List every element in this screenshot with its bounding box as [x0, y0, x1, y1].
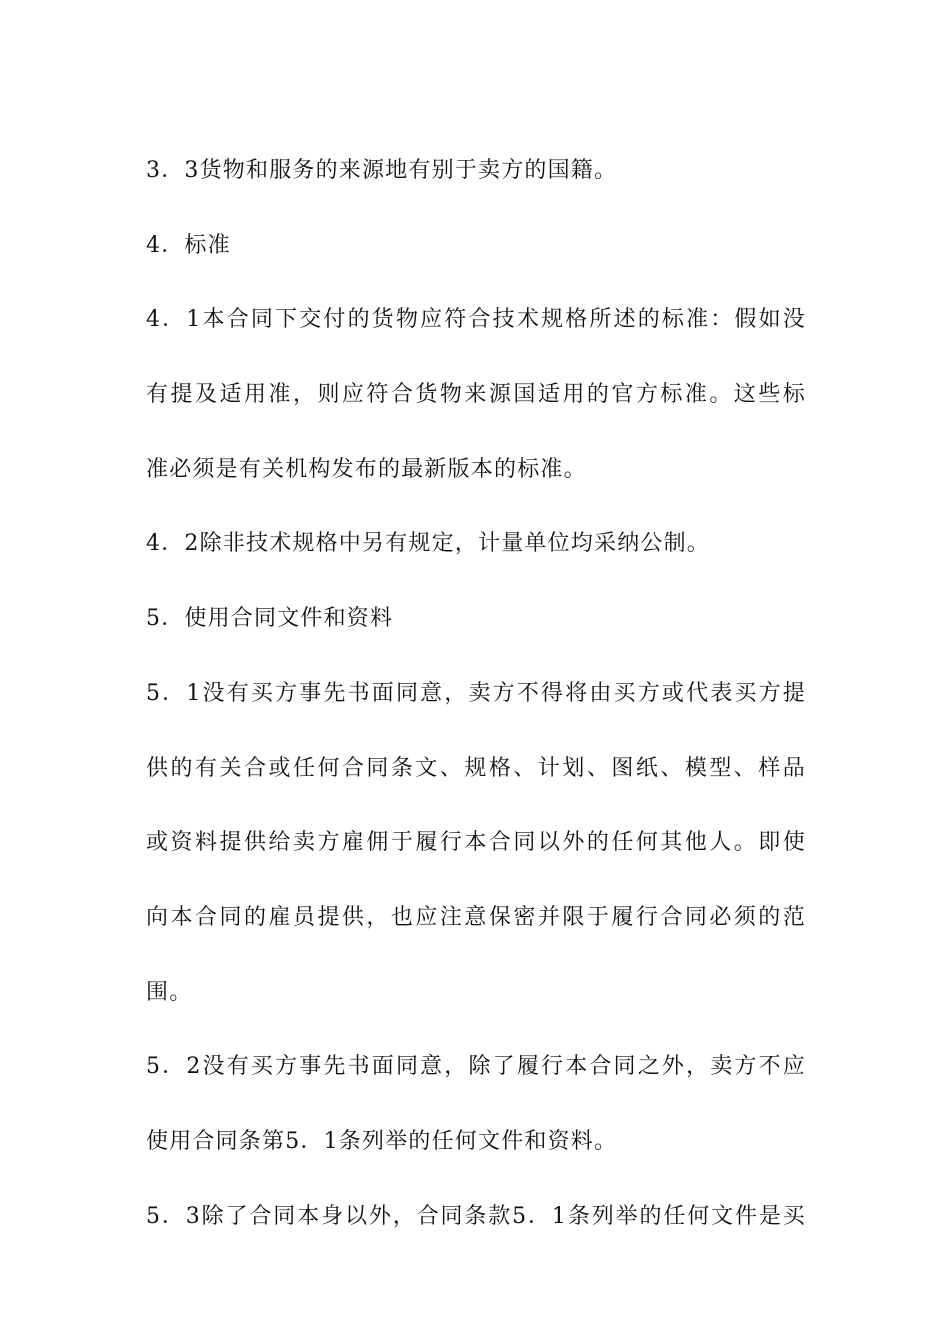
text-line: 5．3除了合同本身以外，合同条款5．1条列举的任何文件是买 [146, 1203, 806, 1229]
text-line: 4．2除非技术规格中另有规定，计量单位均采纳公制。 [146, 531, 710, 557]
text-line: 5．1没有买方事先书面同意，卖方不得将由买方或代表买方提 [146, 680, 806, 706]
text-line: 4．1本合同下交付的货物应符合技术规格所述的标准：假如没 [146, 307, 806, 333]
text-line: 准必须是有关机构发布的最新版本的标准。 [146, 456, 587, 482]
text-line: 5．使用合同文件和资料 [146, 606, 394, 632]
text-line: 或资料提供给卖方雇佣于履行本合同以外的任何其他人。即使 [146, 830, 806, 856]
document-body [146, 134, 806, 1254]
text-line: 5．2没有买方事先书面同意，除了履行本合同之外，卖方不应 [146, 1054, 806, 1080]
text-line: 围。 [146, 979, 193, 1005]
text-line: 使用合同条第5．1条列举的任何文件和资料。 [146, 1128, 618, 1154]
text-line: 4．标准 [146, 232, 231, 258]
text-line: 供的有关合或任何合同条文、规格、计划、图纸、模型、样品 [146, 755, 806, 781]
text-line: 向本合同的雇员提供，也应注意保密并限于履行合同必须的范 [146, 904, 806, 930]
text-line: 3．3货物和服务的来源地有别于卖方的国籍。 [146, 158, 618, 183]
text-line: 有提及适用准，则应符合货物来源国适用的官方标准。这些标 [146, 382, 806, 408]
